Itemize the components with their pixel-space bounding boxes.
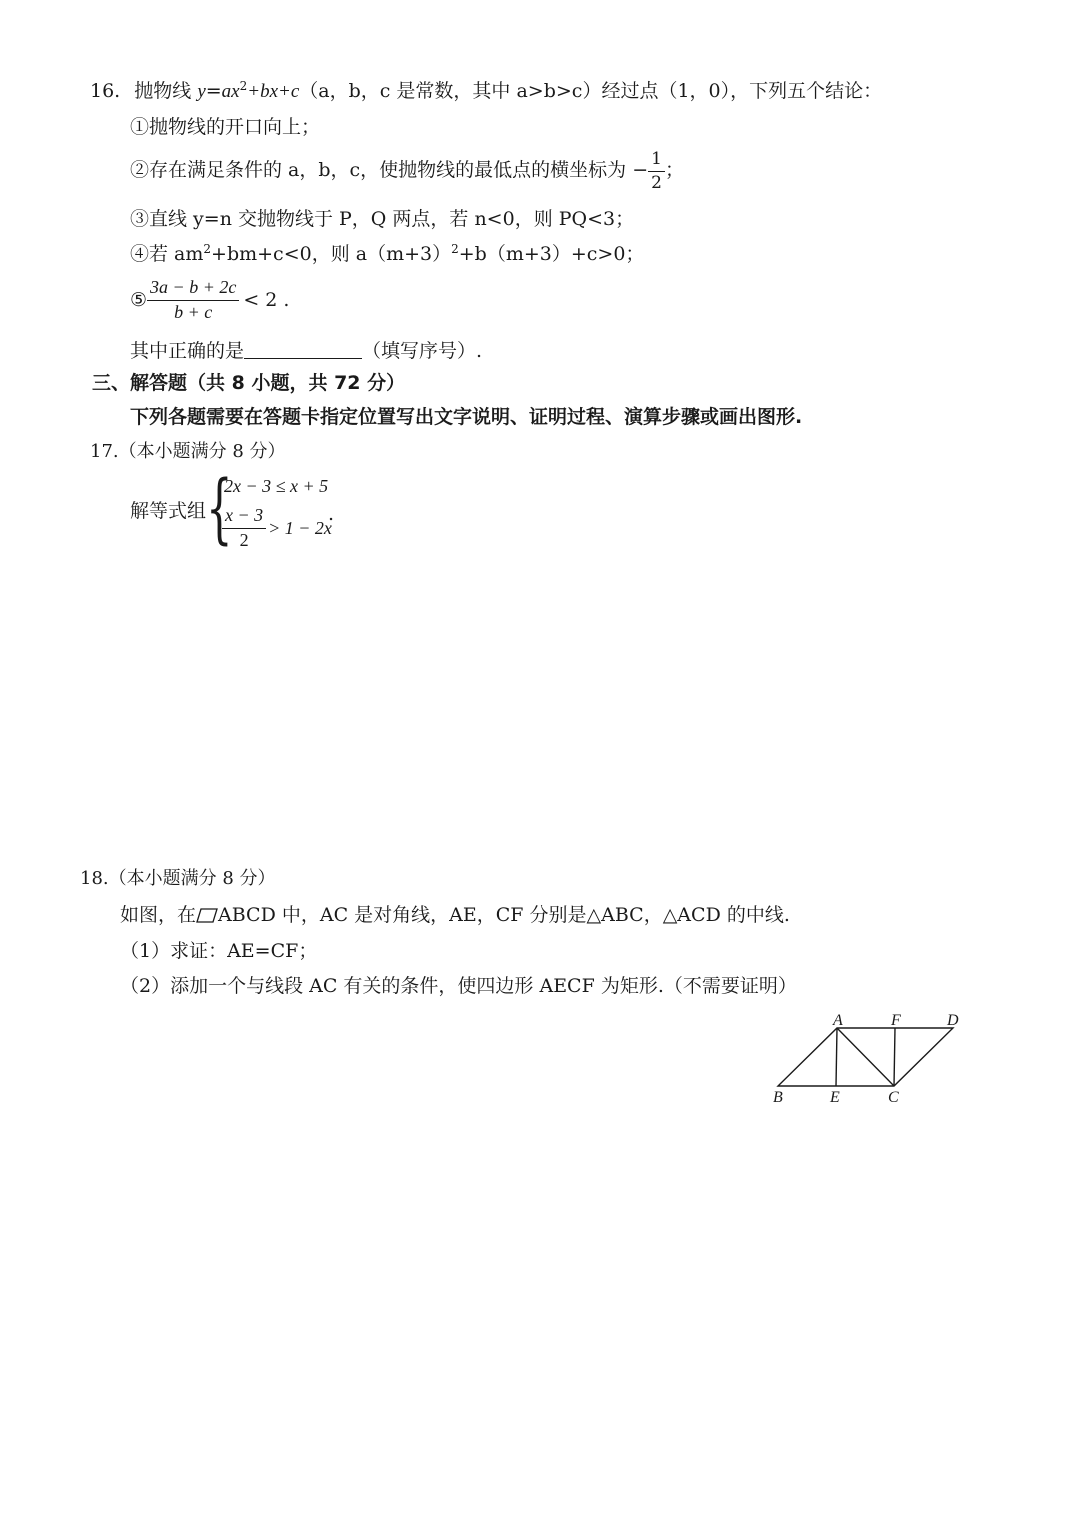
q17-ineq2-rest: > 1 − 2x xyxy=(268,518,332,539)
q16-number: 16. xyxy=(90,80,121,102)
q18-stem-a: 如图，在 xyxy=(120,904,197,926)
q17-score: （本小题满分 8 分） xyxy=(118,441,286,462)
q16-c4-sq2: 2 xyxy=(451,242,459,256)
q17-ineq2-num: x − 3 xyxy=(222,506,266,529)
q16-answer-line xyxy=(130,340,482,361)
q16-conclusion-1: ①抛物线的开口向上； xyxy=(130,116,321,138)
q16-c2-end: ； xyxy=(664,159,684,182)
q16-c5-num: 3a − b + 2c xyxy=(147,278,239,301)
q16-var-y: y xyxy=(197,81,206,102)
q16-conclusion-3: ③直线 y=n 交抛物线于 P，Q 两点，若 n<0，则 PQ<3； xyxy=(130,208,635,230)
q16-c4-c: +b（m+3）+c>0； xyxy=(458,243,645,265)
label-e: E xyxy=(830,1089,840,1106)
q17-brace: { xyxy=(206,463,233,552)
q17-inequality-1: 2x − 3 ≤ x + 5 xyxy=(224,476,329,496)
q16-c5-fraction xyxy=(147,278,239,323)
q16-c5-den: b + c xyxy=(174,301,213,322)
median-cf xyxy=(894,1028,895,1086)
label-d: D xyxy=(947,1012,959,1029)
q16-conclusion-2 xyxy=(130,150,684,192)
q18-figure xyxy=(770,1010,970,1110)
q17-ineq2-den: 2 xyxy=(239,529,249,550)
q16-stem-rest: （a，b，c 是常数，其中 a>b>c）经过点（1，0），下列五个结论： xyxy=(299,80,883,102)
q16-answer-prefix: 其中正确的是 xyxy=(130,340,245,362)
label-c: C xyxy=(888,1089,899,1106)
q16-c2-num: 1 xyxy=(648,150,665,172)
q16-conclusion-5 xyxy=(130,278,289,323)
q18-stem xyxy=(120,906,790,925)
q18-part-1: （1）求证：AE=CF； xyxy=(120,940,318,962)
q18-header xyxy=(80,870,276,888)
q16-stem xyxy=(90,79,883,102)
q16-bx-c: +bx+c xyxy=(247,81,300,102)
q18-number: 18. xyxy=(80,868,109,889)
q16-answer-blank[interactable] xyxy=(244,340,362,359)
q16-c2-den: 2 xyxy=(651,172,662,193)
q17-header xyxy=(90,443,286,461)
q16-c4-b: +bm+c<0，则 a（m+3） xyxy=(211,243,452,265)
q16-c4-a: ④若 am xyxy=(130,243,204,265)
q16-conclusion-4 xyxy=(130,242,645,265)
label-a: A xyxy=(833,1012,843,1029)
median-ae xyxy=(836,1028,837,1086)
label-b: B xyxy=(773,1089,783,1106)
diagonal-ac xyxy=(837,1028,894,1086)
q16-c2-fraction xyxy=(648,150,665,192)
section3-instruction: 下列各题需要在答题卡指定位置写出文字说明、证明过程、演算步骤或画出图形. xyxy=(130,406,803,428)
label-f: F xyxy=(891,1012,901,1029)
parallelogram-icon xyxy=(196,908,218,923)
q18-score: （本小题满分 8 分） xyxy=(108,868,276,889)
q18-part-2: （2）添加一个与线段 AC 有关的条件，使四边形 AECF 为矩形.（不需要证明） xyxy=(120,975,797,997)
section3-title: 三、解答题（共 8 小题，共 72 分） xyxy=(92,372,406,394)
q17-inequality-2 xyxy=(222,503,335,551)
q16-c5-mark: ⑤ xyxy=(130,288,148,311)
q16-c2-text: ②存在满足条件的 a，b，c，使抛物线的最低点的横坐标为 − xyxy=(130,159,649,182)
q18-stem-b: ABCD 中，AC 是对角线，AE，CF 分别是△ABC，△ACD 的中线. xyxy=(218,904,790,926)
q17-number: 17. xyxy=(90,441,119,462)
q17-ineq2-fraction xyxy=(222,506,266,551)
q17-label: 解等式组 xyxy=(130,500,207,522)
q16-answer-suffix: （填写序号）. xyxy=(362,340,483,362)
q16-eq: = xyxy=(205,80,222,102)
q16-ax: ax xyxy=(221,81,240,102)
q16-stem-text: 抛物线 xyxy=(134,80,198,102)
q16-c4-sq: 2 xyxy=(203,242,212,256)
q17-end: . xyxy=(328,503,335,525)
q16-c5-end: < 2 . xyxy=(243,288,290,311)
q16-sq: 2 xyxy=(239,79,248,93)
